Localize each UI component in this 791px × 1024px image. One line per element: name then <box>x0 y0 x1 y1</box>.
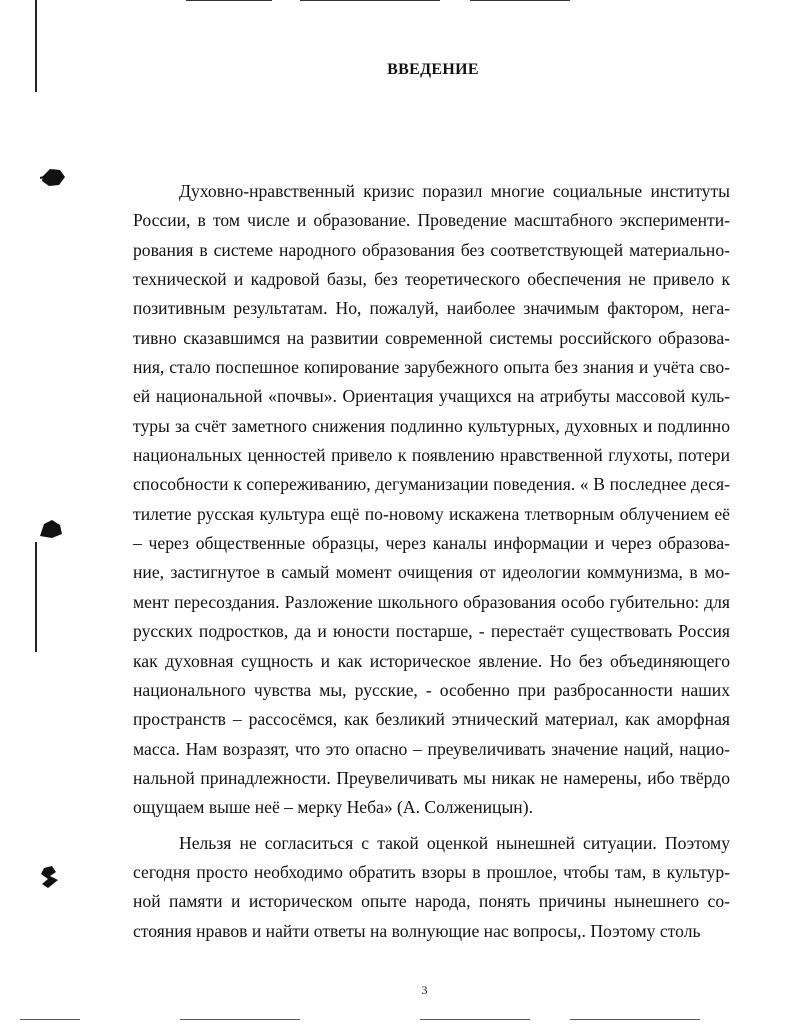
scan-artifact-line <box>300 0 440 1</box>
scan-artifact-line <box>470 0 570 1</box>
paragraph: Духовно-нравственный кризис поразил многие социальные институты России, в том числе и образование. Проведение масштабного экспериментирования в системе народного образования без соответствующей материально-технической и кадровой базы, без теоретического обеспечения не привело к позитивным результатам. Но, пожалуй, наиболее значимым фактором, негативно сказавшимся на развитии современной системы российского образования, стало поспешное копирование зарубежного опыта без знания и учёта своей национальной «почвы». Ориентация учащихся на атрибуты массовой культуры за счёт заметного снижения подлинно культурных, духовных и подлинно национальных ценностей привело к появлению нравственной глухоты, потери способности к сопереживанию, дегуманизации поведения. « В последнее десятилетие русская культура ещё по-новому искажена тлетворным облучением её – через общественные образцы, через каналы информации и через образование, застигнутое в самый момент очищения от идеологии коммунизма, в момент пересоздания. Разложение школьного образования особо губительно: для русских подростков, да и юности постарше, - перестаёт существовать Россия как духовная сущность и как историческое явление. Но без объединяющего национального чувства мы, русские, - особенно при разбросанности наших пространств – рассосёмся, как безликий этнический материал, как аморфная масса. Нам возразят, что это опасно – преувеличивать значение наций, национальной принадлежности. Преувеличивать мы никак не намерены, ибо твёрдо ощущаем выше неё – мерку Неба» (А. Солженицын). <box>133 181 730 818</box>
page-title: ВВЕДЕНИЕ <box>387 61 479 78</box>
body-text <box>133 177 730 946</box>
scan-artifact-line <box>186 0 272 1</box>
scan-artifact-border <box>35 542 37 652</box>
scan-artifact-line <box>20 1019 80 1020</box>
scan-artifact-line <box>180 1019 300 1020</box>
scan-speck <box>40 166 54 180</box>
page-number: 3 <box>421 983 428 997</box>
paragraph: Нельзя не согласиться с такой оценкой нынешней ситуации. Поэтому сегодня просто необходимо обратить взоры в прошлое, чтобы там, в культурной памяти и историческом опыте народа, понять причины нынешнего состояния нравов и найти ответы на волнующие нас вопросы,. Поэтому столь <box>133 832 730 941</box>
scan-speck <box>36 516 50 530</box>
scan-speck <box>38 864 52 878</box>
scan-artifact-line <box>570 1019 700 1020</box>
scan-artifact-line <box>420 1019 530 1020</box>
